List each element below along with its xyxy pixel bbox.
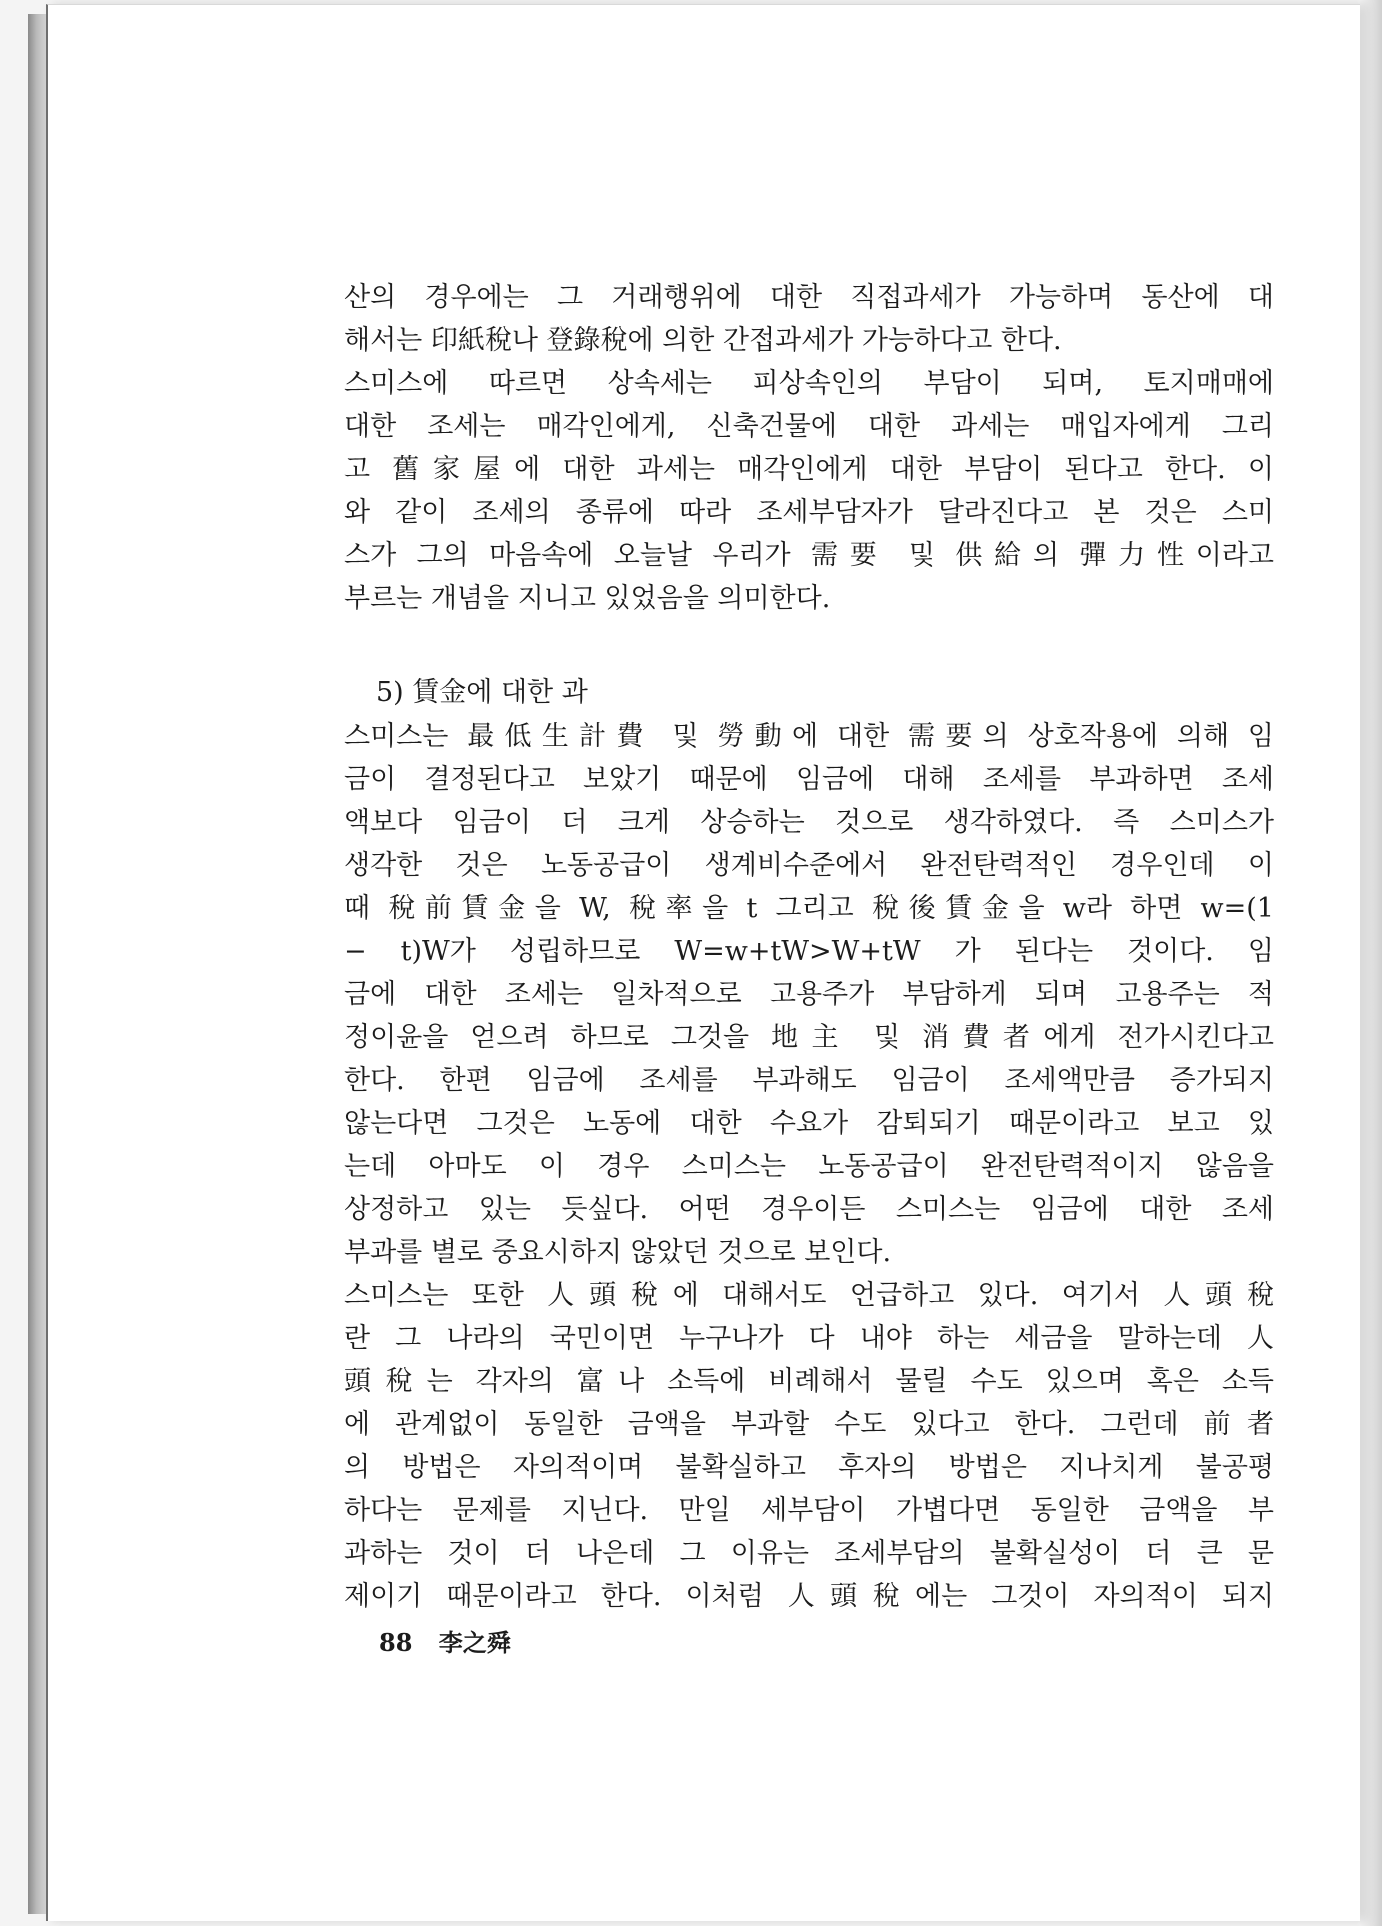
paragraph-4: [344, 1274, 1274, 1618]
text-line: − t)W가 성립하므로 W=w+tW>W+tW 가 된다는 것이다. 임: [344, 936, 1274, 967]
text-line: 에 관계없이 동일한 금액을 부과할 수도 있다고 한다. 그런데 前者: [344, 1409, 1274, 1440]
text-line: 산의 경우에는 그 거래행위에 대한 직접과세가 가능하며 동산에 대: [344, 282, 1274, 313]
text-line: 란 그 나라의 국민이면 누구나가 다 내야 하는 세금을 말하는데 人: [344, 1323, 1274, 1354]
text-line: 스미스는 最低生計費 및 勞動에 대한 需要의 상호작용에 의해 임: [344, 721, 1274, 752]
text-line: 의 방법은 자의적이며 불확실하고 후자의 방법은 지나치게 불공평: [344, 1452, 1274, 1483]
text-line: 금에 대한 조세는 일차적으로 고용주가 부담하게 되며 고용주는 적: [344, 979, 1274, 1010]
section-gap: [344, 620, 1274, 670]
paragraph-3: [344, 715, 1274, 1274]
text-line: 고 舊家屋에 대한 과세는 매각인에게 대한 부담이 된다고 한다. 이: [344, 454, 1274, 485]
paragraph-1: [344, 276, 1274, 362]
text-line: 스미스에 따르면 상속세는 피상속인의 부담이 되며, 토지매매에: [344, 368, 1274, 399]
text-line: 하다는 문제를 지닌다. 만일 세부담이 가볍다면 동일한 금액을 부: [344, 1495, 1274, 1526]
text-line: 생각한 것은 노동공급이 생계비수준에서 완전탄력적인 경우인데 이: [344, 850, 1274, 881]
text-line: 부르는 개념을 지니고 있었음을 의미한다.: [344, 583, 831, 614]
text-line: 과하는 것이 더 나은데 그 이유는 조세부담의 불확실성이 더 큰 문: [344, 1538, 1274, 1569]
text-line: 해서는 印紙稅나 登錄稅에 의한 간접과세가 가능하다고 한다.: [344, 325, 1062, 356]
text-line: 부과를 별로 중요시하지 않았던 것으로 보인다.: [344, 1237, 892, 1268]
text-line: 는데 아마도 이 경우 스미스는 노동공급이 완전탄력적이지 않음을: [344, 1151, 1274, 1182]
page-footer: [379, 1623, 511, 1658]
text-line: 액보다 임금이 더 크게 상승하는 것으로 생각하였다. 즉 스미스가: [344, 807, 1274, 838]
text-line: 상정하고 있는 듯싶다. 어떤 경우이든 스미스는 임금에 대한 조세: [344, 1194, 1274, 1225]
text-line: 와 같이 조세의 종류에 따라 조세부담자가 달라진다고 본 것은 스미: [344, 497, 1274, 528]
body-text: [344, 276, 1274, 1618]
text-line: 頭稅는 각자의 富나 소득에 비례해서 물릴 수도 있으며 혹은 소득: [344, 1366, 1274, 1397]
text-line: 정이윤을 얻으려 하므로 그것을 地主 및 消費者에게 전가시킨다고: [344, 1022, 1274, 1053]
text-line: 금이 결정된다고 보았기 때문에 임금에 대해 조세를 부과하면 조세: [344, 764, 1274, 795]
text-line: 때 稅前賃金을 W, 稅率을 t 그리고 稅後賃金을 w라 하면 w=(1: [344, 893, 1274, 924]
page-right-margin: [1360, 0, 1382, 1926]
author-name: 李之舜: [438, 1628, 511, 1657]
text-line: 제이기 때문이라고 한다. 이처럼 人頭稅에는 그것이 자의적이 되지: [344, 1581, 1274, 1612]
paragraph-2: [344, 362, 1274, 620]
text-line: 않는다면 그것은 노동에 대한 수요가 감퇴되기 때문이라고 보고 있: [344, 1108, 1274, 1139]
text-line: 스가 그의 마음속에 오늘날 우리가 需要 및 供給의 彈力性이라고: [344, 540, 1274, 571]
section-heading: 5) 賃金에 대한 과: [376, 677, 588, 708]
page-number: 88: [379, 1628, 413, 1657]
text-line: 대한 조세는 매각인에게, 신축건물에 대한 과세는 매입자에게 그리: [344, 411, 1274, 442]
text-line: 한다. 한편 임금에 조세를 부과해도 임금이 조세액만큼 증가되지: [344, 1065, 1274, 1096]
book-page: [46, 4, 1360, 1921]
text-line: 스미스는 또한 人頭稅에 대해서도 언급하고 있다. 여기서 人頭稅: [344, 1280, 1274, 1311]
